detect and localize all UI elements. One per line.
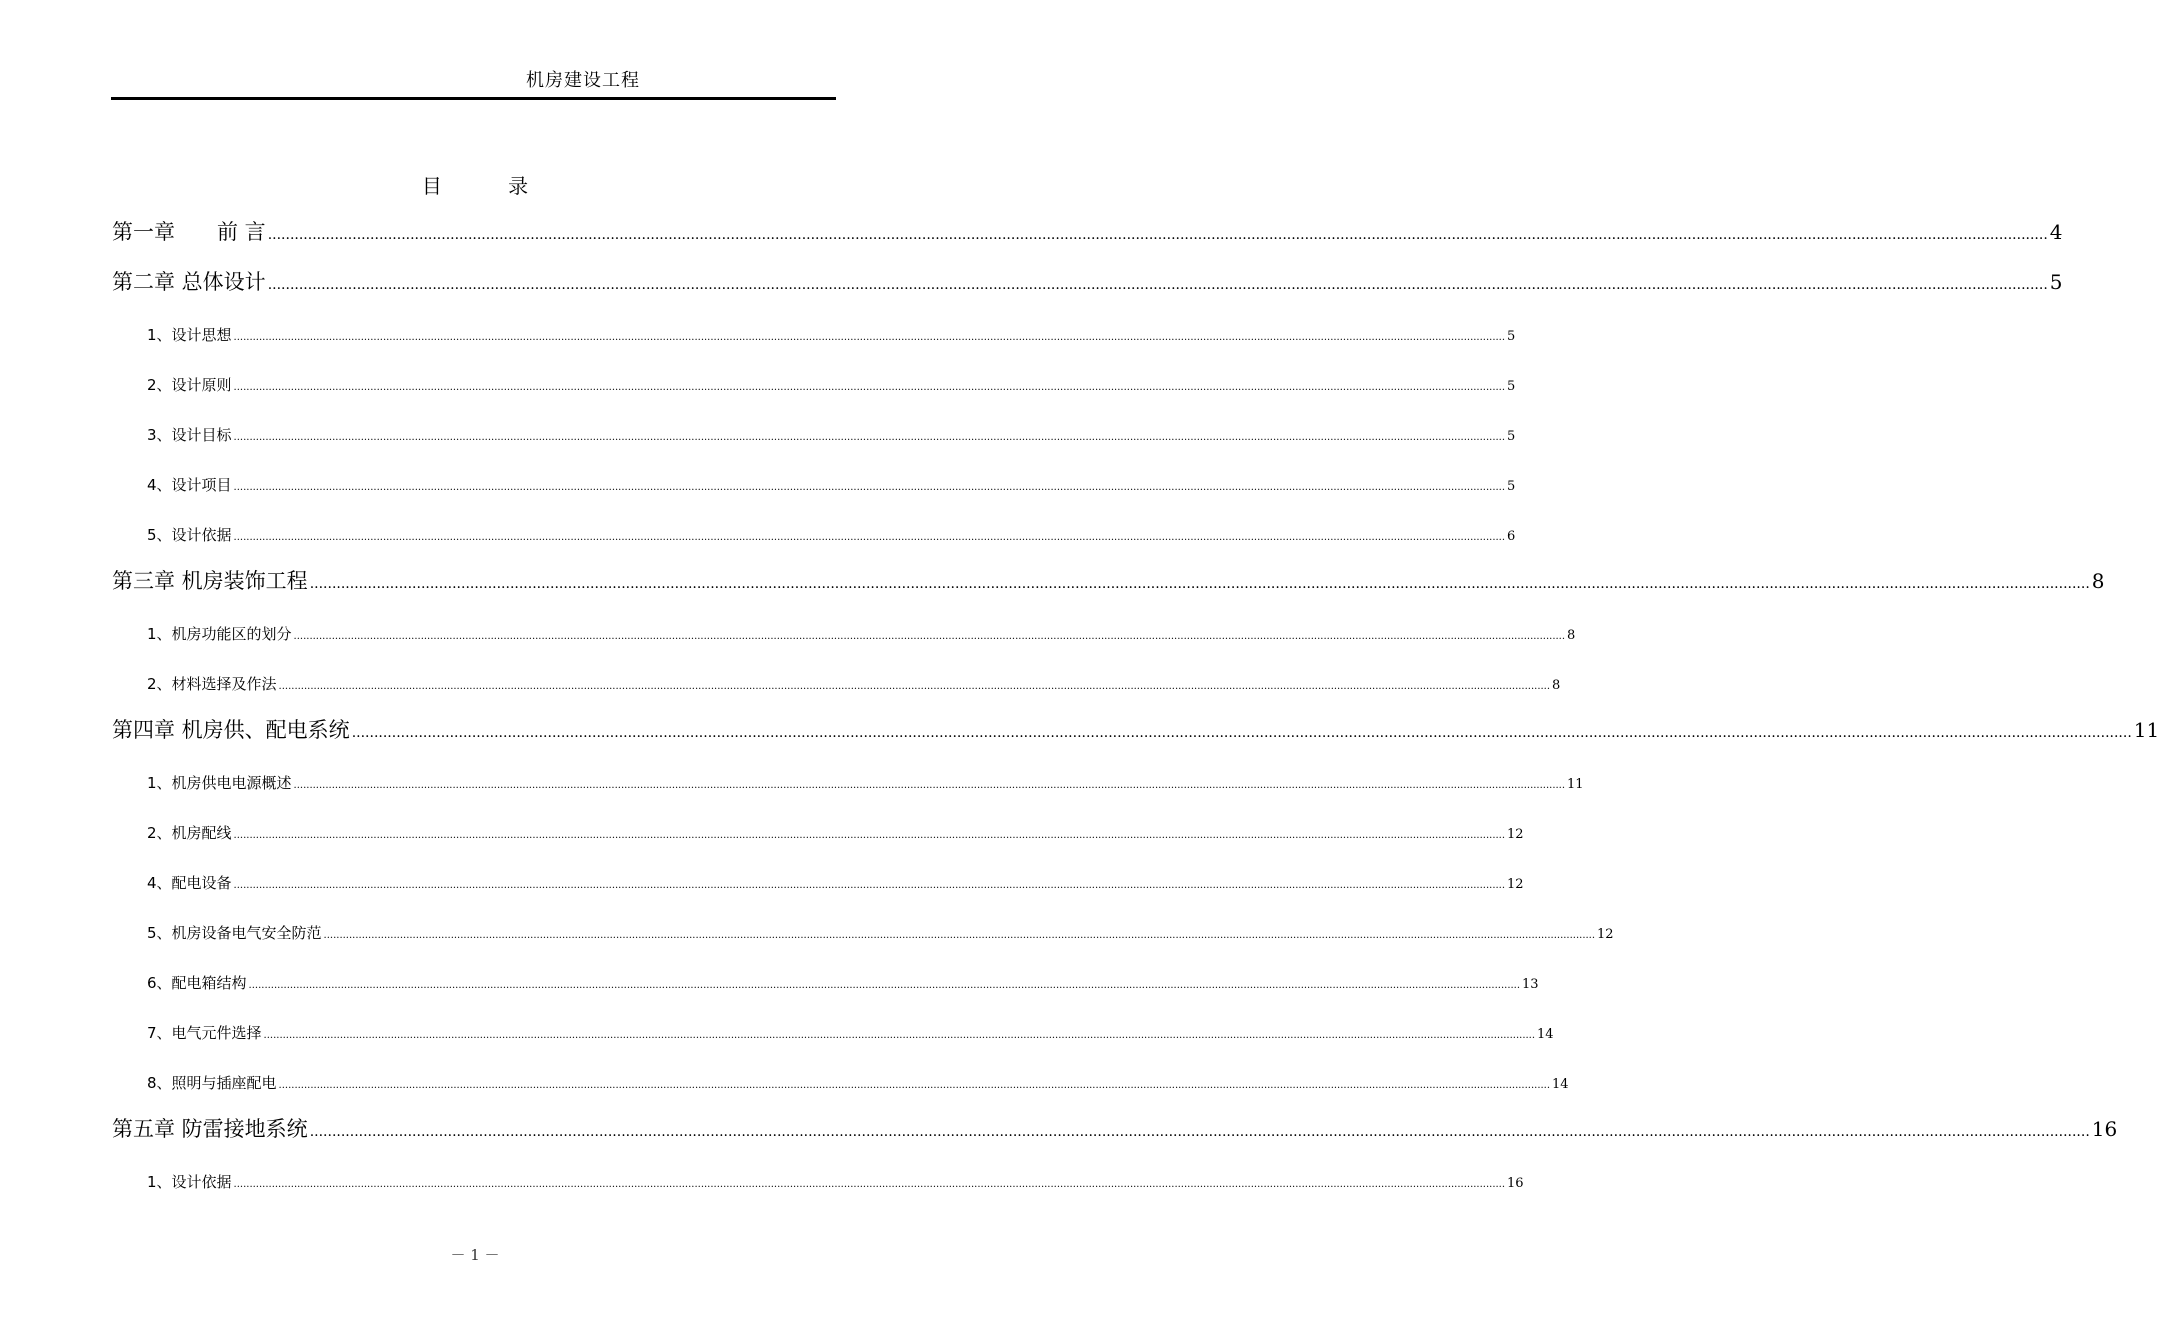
toc-leader-dots: ................................................................................................................................................................................................................................................................................................................................................................................................................ [233, 830, 1506, 841]
toc-leader-dots: ................................................................................................................................................................................................................................................................................................................................................................................................................ [233, 382, 1506, 393]
toc-section-entry[interactable] [147, 1171, 1524, 1192]
toc-entry-label: 2、设计原则 [147, 376, 232, 394]
toc-entry-label: 1、机房功能区的划分 [147, 625, 292, 643]
toc-entry-page: 5 [1507, 379, 1516, 394]
toc-entry-label: 7、电气元件选择 [147, 1024, 262, 1042]
toc-entry-page: 16 [1507, 1176, 1524, 1191]
toc-section-entry[interactable] [147, 324, 1516, 345]
toc-section-entry[interactable] [147, 424, 1516, 445]
toc-entry-label: 2、材料选择及作法 [147, 675, 277, 693]
toc-chapter-entry[interactable] [112, 266, 2063, 296]
toc-entry-label: 8、照明与插座配电 [147, 1074, 277, 1092]
toc-title: 目 录 [421, 174, 559, 198]
toc-chapter-entry[interactable] [112, 1113, 2118, 1143]
page-number-footer: － 1 － [450, 1246, 500, 1264]
toc-leader-dots: ................................................................................................................................................................................................................................................................................................................................................................................................................ [267, 277, 2048, 293]
toc-section-entry[interactable] [147, 772, 1584, 793]
toc-entry-page: 14 [1552, 1077, 1569, 1092]
toc-section-entry[interactable] [147, 673, 1561, 694]
toc-section-entry[interactable] [147, 623, 1576, 644]
toc-leader-dots: ................................................................................................................................................................................................................................................................................................................................................................................................................ [233, 482, 1506, 493]
toc-entry-label: 1、设计依据 [147, 1173, 232, 1191]
toc-section-entry[interactable] [147, 822, 1524, 843]
toc-entry-label: 第一章 前 言 [112, 220, 266, 244]
toc-entry-page: 12 [1507, 877, 1524, 892]
toc-entry-label: 第二章 总体设计 [112, 270, 266, 294]
toc-entry-page: 14 [1537, 1027, 1554, 1042]
toc-entry-page: 8 [1552, 678, 1561, 693]
toc-entry-label: 3、设计目标 [147, 426, 232, 444]
toc-entry-page: 6 [1507, 529, 1516, 544]
toc-leader-dots: ................................................................................................................................................................................................................................................................................................................................................................................................................ [309, 576, 2090, 592]
toc-entry-label: 5、机房设备电气安全防范 [147, 924, 322, 942]
toc-section-entry[interactable] [147, 1072, 1569, 1093]
toc-entry-label: 5、设计依据 [147, 526, 232, 544]
toc-leader-dots: ................................................................................................................................................................................................................................................................................................................................................................................................................ [263, 1030, 1536, 1041]
toc-leader-dots: ................................................................................................................................................................................................................................................................................................................................................................................................................ [233, 532, 1506, 543]
toc-entry-page: 8 [1567, 628, 1576, 643]
toc-section-entry[interactable] [147, 872, 1524, 893]
toc-entry-label: 6、配电箱结构 [147, 974, 247, 992]
toc-leader-dots: ................................................................................................................................................................................................................................................................................................................................................................................................................ [248, 980, 1521, 991]
toc-leader-dots: ................................................................................................................................................................................................................................................................................................................................................................................................................ [309, 1124, 2090, 1140]
toc-section-entry[interactable] [147, 374, 1516, 395]
toc-entry-page: 5 [1507, 329, 1516, 344]
toc-chapter-entry[interactable] [112, 714, 2159, 744]
toc-entry-page: 8 [2091, 569, 2105, 593]
toc-leader-dots: ................................................................................................................................................................................................................................................................................................................................................................................................................ [233, 880, 1506, 891]
toc-leader-dots: ................................................................................................................................................................................................................................................................................................................................................................................................................ [293, 631, 1566, 642]
toc-entry-page: 11 [1567, 777, 1584, 792]
toc-leader-dots: ................................................................................................................................................................................................................................................................................................................................................................................................................ [233, 1179, 1506, 1190]
toc-entry-page: 16 [2091, 1117, 2118, 1141]
toc-entry-page: 12 [1507, 827, 1524, 842]
toc-leader-dots: ................................................................................................................................................................................................................................................................................................................................................................................................................ [233, 432, 1506, 443]
toc-entry-label: 第三章 机房装饰工程 [112, 569, 308, 593]
running-header-title: 机房建设工程 [526, 70, 640, 91]
header-rule [111, 97, 836, 100]
toc-leader-dots: ................................................................................................................................................................................................................................................................................................................................................................................................................ [351, 725, 2132, 741]
toc-entry-page: 5 [1507, 429, 1516, 444]
toc-section-entry[interactable] [147, 922, 1614, 943]
toc-section-entry[interactable] [147, 1022, 1554, 1043]
toc-chapter-entry[interactable] [112, 216, 2063, 246]
toc-entry-page: 13 [1522, 977, 1539, 992]
toc-entry-label: 1、设计思想 [147, 326, 232, 344]
toc-section-entry[interactable] [147, 524, 1516, 545]
toc-entry-label: 4、设计项目 [147, 476, 232, 494]
toc-entry-label: 第四章 机房供、配电系统 [112, 718, 350, 742]
toc-entry-label: 4、配电设备 [147, 874, 232, 892]
toc-leader-dots: ................................................................................................................................................................................................................................................................................................................................................................................................................ [323, 930, 1596, 941]
toc-leader-dots: ................................................................................................................................................................................................................................................................................................................................................................................................................ [278, 1080, 1551, 1091]
toc-section-entry[interactable] [147, 972, 1539, 993]
toc-entry-page: 11 [2133, 718, 2159, 742]
toc-entry-label: 1、机房供电电源概述 [147, 774, 292, 792]
toc-leader-dots: ................................................................................................................................................................................................................................................................................................................................................................................................................ [233, 332, 1506, 343]
toc-leader-dots: ................................................................................................................................................................................................................................................................................................................................................................................................................ [267, 227, 2048, 243]
toc-leader-dots: ................................................................................................................................................................................................................................................................................................................................................................................................................ [278, 681, 1551, 692]
toc-entry-page: 5 [1507, 479, 1516, 494]
toc-entry-label: 第五章 防雷接地系统 [112, 1117, 308, 1141]
toc-leader-dots: ................................................................................................................................................................................................................................................................................................................................................................................................................ [293, 780, 1566, 791]
toc-section-entry[interactable] [147, 474, 1516, 495]
toc-chapter-entry[interactable] [112, 565, 2105, 595]
toc-entry-label: 2、机房配线 [147, 824, 232, 842]
toc-entry-page: 4 [2049, 220, 2063, 244]
toc-entry-page: 5 [2049, 270, 2063, 294]
toc-entry-page: 12 [1597, 927, 1614, 942]
